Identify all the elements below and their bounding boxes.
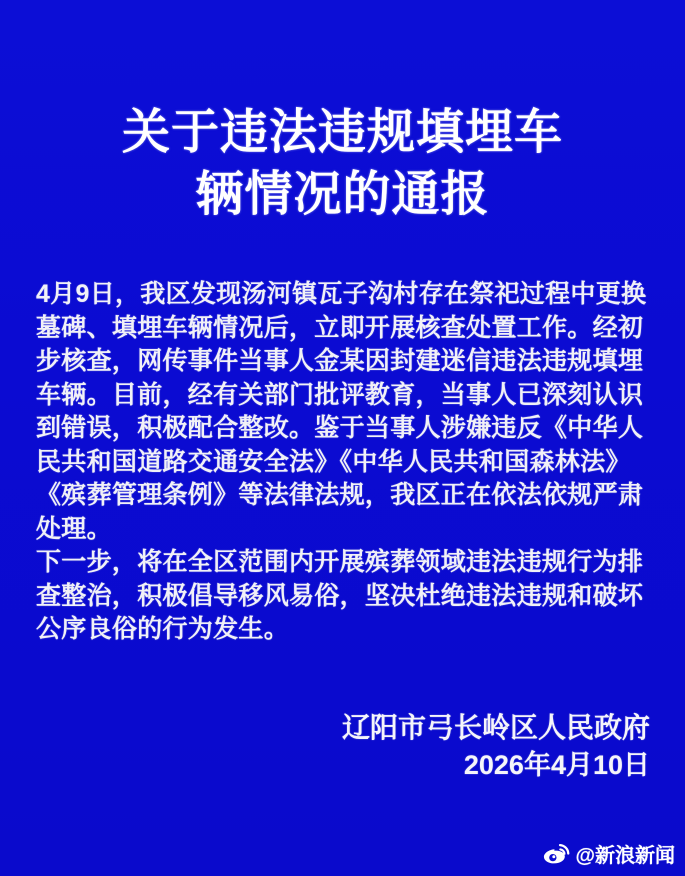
issuer-name: 辽阳市弓长岭区人民政府 — [341, 711, 650, 743]
notice-title-line-1: 关于违法违规填埋车 — [121, 106, 563, 159]
notice-body-line: 下一步，将在全区范围内开展殡葬领域违法违规行为排 — [36, 548, 644, 576]
notice-body — [0, 278, 685, 647]
signature-block — [0, 713, 685, 780]
notice-body-line: 民共和国道路交通安全法》《中华人民共和国森林法》 — [36, 447, 631, 476]
notice-body-line: 墓碑、填埋车辆情况后，立即开展核查处置工作。经初 — [36, 313, 644, 342]
notice-body-line: 到错误，积极配合整改。鉴于当事人涉嫌违反《中华人 — [36, 414, 644, 442]
notice-body-line: 车辆。目前，经有关部门批评教育，当事人已深刻认识 — [36, 380, 644, 409]
weibo-icon — [542, 841, 570, 866]
issue-date: 2026年4月10日 — [463, 749, 650, 780]
notice-body-line: 处理。 — [36, 514, 112, 543]
notice-title-line-2: 辆情况的通报 — [195, 168, 490, 221]
notice-body-line: 公序良俗的行为发生。 — [36, 615, 290, 643]
watermark-label: @新浪新闻 — [575, 845, 675, 867]
notice-body-line: 查整治，积极倡导移风易俗，坚决杜绝违法违规和破坏 — [36, 581, 644, 610]
notice-body-line: 4月9日，我区发现汤河镇瓦子沟村存在祭祀过程中更换 — [36, 280, 647, 308]
notice-title — [0, 0, 685, 226]
notice-body-line: 《殡葬管理条例》等法律法规，我区正在依法依规严肃 — [36, 481, 644, 509]
watermark — [542, 839, 675, 868]
notice-body-line: 步核查，网传事件当事人金某因封建迷信违法违规填埋 — [36, 347, 644, 375]
